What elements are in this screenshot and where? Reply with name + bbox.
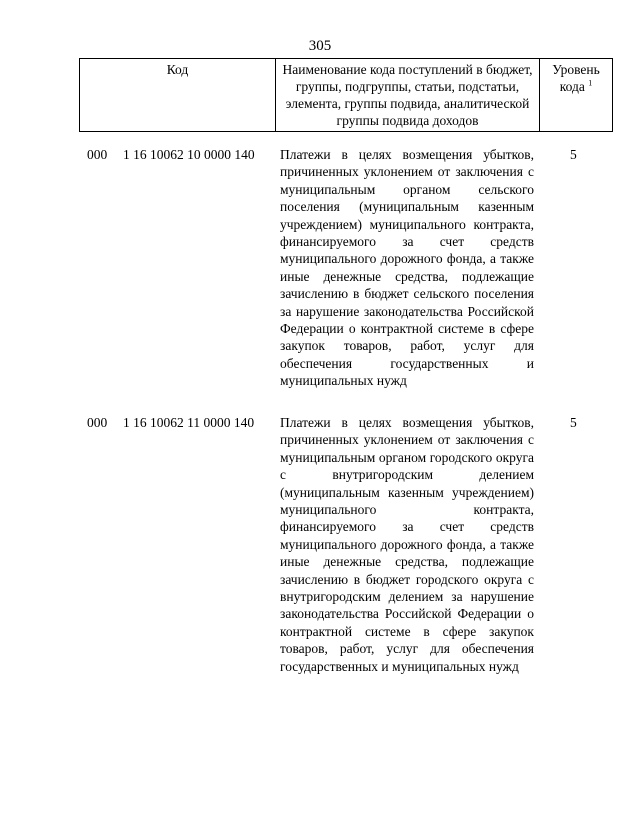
- header-level-footnote: 1: [588, 78, 593, 88]
- code-level: 5: [570, 415, 577, 430]
- table-header: [79, 58, 613, 132]
- admin-code: 000: [87, 147, 108, 162]
- header-level: [540, 59, 613, 132]
- header-level-label: Уровень кода: [552, 62, 600, 94]
- revenue-code: 1 16 10062 11 0000 140: [123, 415, 255, 430]
- admin-code: 000: [87, 415, 108, 430]
- header-name: Наименование кода поступлений в бюджет, группы, подгруппы, статьи, подстатьи, элемента, группы подвида, аналитической группы подвида доходов: [276, 59, 540, 132]
- revenue-name: Платежи в целях возмещения убытков, причиненных уклонением от заключения с муниципальным органом городского округа с внутригородским делением (муниципальным казенным учреждением) муниципального контракта, финансируемого за счет средств муниципального дорожного фонда, а также иные денежные средства, подлежащие зачислению в бюджет городского округа с внутригородским делением за нарушение законодательства Российской Федерации о контрактной системе в сфере закупок товаров, работ, услуг для обеспечения государственных и муниципальных нужд: [280, 415, 534, 674]
- header-code: Код: [80, 59, 276, 132]
- code-level: 5: [570, 147, 577, 162]
- revenue-code: 1 16 10062 10 0000 140: [123, 147, 255, 162]
- revenue-name: Платежи в целях возмещения убытков, причиненных уклонением от заключения с муниципальным органом сельского поселения (муниципальным казенным учреждением) муниципального контракта, финансируемого за счет средств муниципального дорожного фонда, а также иные денежные средства, подлежащие зачислению в бюджет сельского поселения за нарушение законодательства Российской Федерации о контрактной системе в сфере закупок товаров, работ, услуг для обеспечения государственных и муниципальных нужд: [280, 147, 534, 389]
- page-number: 305: [308, 38, 332, 54]
